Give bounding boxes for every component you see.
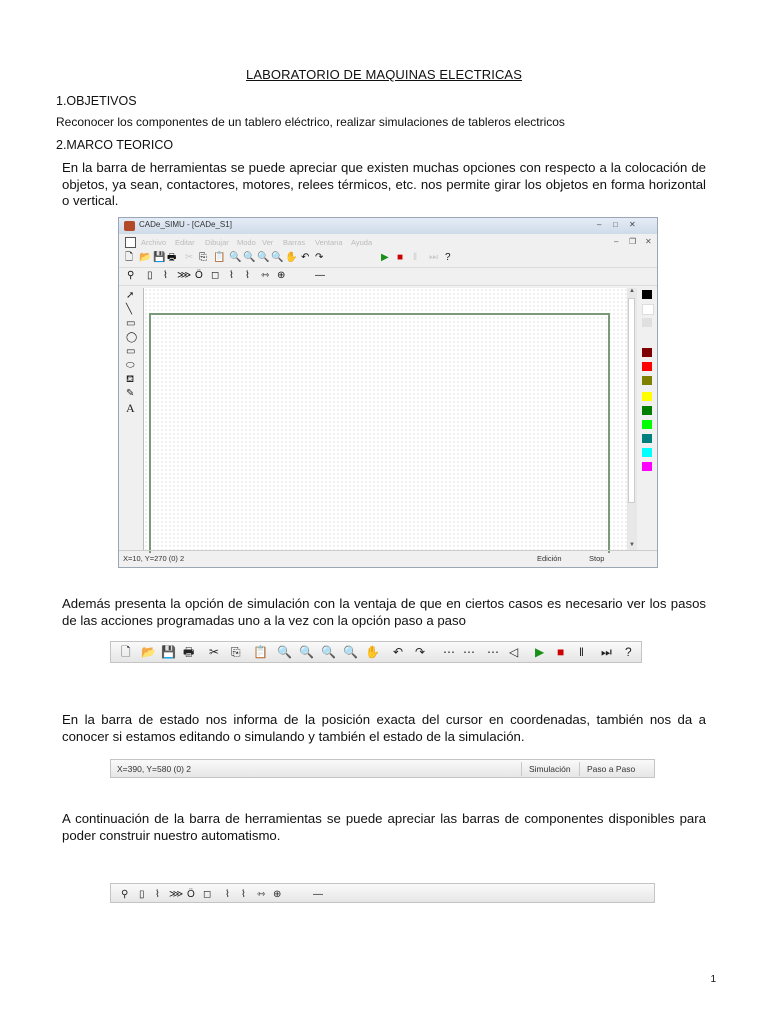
palette-swatch[interactable]	[642, 362, 652, 371]
component-9-icon[interactable]: ⇿	[257, 889, 266, 900]
zoom-out-icon[interactable]: 🔍	[299, 645, 314, 659]
zoom-all-icon[interactable]: 🔍	[271, 252, 284, 263]
disabled-tool-2-icon[interactable]: ⋯	[463, 645, 475, 659]
maximize-icon[interactable]: □	[613, 220, 618, 229]
pause-icon[interactable]: ‖	[413, 252, 418, 263]
menu-editar[interactable]: Editar	[175, 238, 195, 247]
menu-archivo[interactable]: Archivo	[141, 238, 167, 247]
status-coordinates: X=10, Y=270 (0) 2	[123, 554, 185, 563]
document-icon	[125, 237, 136, 248]
paragraph-toolbar: En la barra de herramientas se puede apreciar que existen muchas opciones con respecto a la colocación de objetos, ya sean, contactores, motores, relees térmicos, etc. nos permite girar los objetos en forma horizontal o vertical.	[62, 160, 706, 208]
ellipse-icon[interactable]: ◯	[126, 332, 138, 343]
save-icon[interactable]: 💾	[153, 252, 166, 263]
menu-ventana[interactable]: Ventana	[315, 238, 343, 247]
filled-ellipse-icon[interactable]: ⬭	[126, 360, 135, 371]
rotate-right-icon[interactable]: ↷	[315, 252, 324, 263]
status-separator	[521, 762, 522, 776]
paste-icon[interactable]: 📋	[253, 645, 268, 659]
print-icon[interactable]: 🖶	[167, 252, 177, 263]
disabled-tool-1-icon[interactable]: ⋯	[443, 645, 455, 659]
component-11-icon[interactable]: —	[315, 270, 325, 281]
sheet-frame	[149, 313, 610, 553]
palette-swatch[interactable]	[642, 406, 652, 415]
stop-icon[interactable]: ■	[397, 252, 404, 263]
child-close-icon[interactable]: ✕	[645, 237, 652, 246]
paragraph-simulation: Además presenta la opción de simulación con la ventaja de que en ciertos casos es necesario ver los pasos de las acciones programadas uno a la vez con la opción paso a paso	[62, 596, 706, 628]
pan-icon[interactable]: ✋	[365, 645, 380, 659]
paragraph-status-bar: En la barra de estado nos informa de la posición exacta del cursor en coordenadas, también nos da a conocer si estamos editando o simulando y también el estado de la simulación.	[62, 712, 706, 744]
palette-swatch[interactable]	[642, 434, 652, 443]
component-4-icon[interactable]: ⋙	[177, 270, 192, 281]
component-7-icon[interactable]: ⌇	[225, 889, 230, 900]
component-6-icon[interactable]: ◻	[211, 270, 220, 281]
zoom-in-icon[interactable]: 🔍	[277, 645, 292, 659]
eyedropper-icon[interactable]: ✎	[126, 388, 135, 399]
component-10-icon[interactable]: ⊕	[273, 889, 282, 900]
pause-icon[interactable]: ‖	[579, 645, 584, 659]
menu-dibujar[interactable]: Dibujar	[205, 238, 229, 247]
component-4-icon[interactable]: ⋙	[169, 889, 184, 900]
page-number: 1	[710, 974, 716, 985]
help-icon[interactable]: ?	[445, 252, 451, 263]
palette-swatch[interactable]	[642, 376, 652, 385]
pointer-icon[interactable]: ➚	[126, 290, 135, 301]
component-5-icon[interactable]: Ö	[187, 889, 195, 900]
copy-icon[interactable]: ⎘	[199, 252, 207, 263]
window-titlebar	[119, 218, 657, 234]
status-mode: Edición	[537, 554, 562, 563]
palette-swatch[interactable]	[642, 318, 652, 327]
close-icon[interactable]: ✕	[629, 220, 636, 229]
objective-text: Reconocer los componentes de un tablero eléctrico, realizar simulaciones de tableros electricos	[56, 115, 565, 129]
component-7-icon[interactable]: ⌇	[229, 270, 234, 281]
rectangle-icon[interactable]: ▭	[126, 318, 136, 329]
cut-icon[interactable]: ✂	[209, 645, 220, 659]
component-6-icon[interactable]: ◻	[203, 889, 212, 900]
vertical-scrollbar[interactable]	[627, 288, 637, 551]
copy-icon[interactable]: ⎘	[231, 645, 241, 659]
zoom-window-icon[interactable]: 🔍	[321, 645, 336, 659]
status-bar-strip	[110, 759, 655, 778]
component-8-icon[interactable]: ⌇	[241, 889, 246, 900]
section-marco-teorico: 2.MARCO TEORICO	[56, 138, 174, 152]
menu-bar	[119, 235, 657, 249]
play-icon[interactable]: ▶	[535, 645, 545, 659]
play-icon[interactable]: ▶	[381, 252, 389, 263]
new-file-icon[interactable]: 🗋	[125, 252, 134, 263]
rotate-left-icon[interactable]: ↶	[301, 252, 310, 263]
palette-swatch[interactable]	[642, 304, 654, 315]
palette-swatch[interactable]	[642, 420, 652, 429]
zoom-in-icon[interactable]: 🔍	[229, 252, 242, 263]
component-8-icon[interactable]: ⌇	[245, 270, 250, 281]
status-mode: Simulación	[529, 764, 571, 774]
app-window-screenshot	[118, 217, 658, 568]
zoom-out-icon[interactable]: 🔍	[243, 252, 256, 263]
palette-swatch[interactable]	[642, 448, 652, 457]
app-logo-icon	[124, 221, 135, 231]
palette-swatch[interactable]	[642, 462, 652, 471]
component-1-icon[interactable]: ⚲	[127, 270, 135, 281]
palette-swatch[interactable]	[642, 392, 652, 401]
component-2-icon[interactable]: ▯	[139, 889, 145, 900]
text-tool-icon[interactable]: A	[126, 401, 135, 415]
disabled-tool-3-icon[interactable]: ⋯	[487, 645, 499, 659]
status-coordinates: X=390, Y=580 (0) 2	[117, 764, 192, 774]
components-toolbar	[119, 268, 657, 286]
child-minimize-icon[interactable]: –	[614, 237, 619, 246]
section-objetivos: 1.OBJETIVOS	[56, 94, 137, 108]
menu-ayuda[interactable]: Ayuda	[351, 238, 373, 247]
print-icon[interactable]: 🖶	[183, 645, 195, 659]
zoom-all-icon[interactable]: 🔍	[343, 645, 358, 659]
step-icon[interactable]: ⏭	[429, 252, 438, 263]
palette-swatch[interactable]	[642, 348, 652, 357]
window-title: CADe_SIMU - [CADe_S1]	[139, 220, 232, 229]
document-title: LABORATORIO DE MAQUINAS ELECTRICAS	[246, 67, 522, 82]
open-folder-icon[interactable]: 📂	[141, 645, 156, 659]
menu-barras[interactable]: Barras	[283, 238, 306, 247]
scroll-up-icon[interactable]: ▲	[629, 288, 635, 294]
window-status-bar	[119, 550, 657, 567]
rotate-left-icon[interactable]: ↶	[393, 645, 404, 659]
new-file-icon[interactable]: 🗋	[121, 645, 131, 659]
palette-swatch[interactable]	[642, 290, 652, 299]
paragraph-components: A continuación de la barra de herramientas se puede apreciar las barras de componentes disponibles para poder construir nuestro automatismo.	[62, 811, 706, 843]
minimize-icon[interactable]: –	[597, 220, 602, 229]
component-9-icon[interactable]: ⇿	[261, 270, 270, 281]
save-icon[interactable]: 💾	[161, 645, 176, 659]
main-toolbar	[119, 250, 657, 268]
component-2-icon[interactable]: ▯	[147, 270, 153, 281]
scroll-thumb[interactable]	[628, 298, 635, 503]
pan-icon[interactable]: ✋	[285, 252, 298, 263]
component-1-icon[interactable]: ⚲	[121, 889, 129, 900]
filled-rectangle-icon[interactable]: ▭	[126, 346, 136, 357]
step-icon[interactable]: ⏭	[601, 645, 612, 659]
toolbar-strip	[110, 641, 642, 663]
component-10-icon[interactable]: ⊕	[277, 270, 286, 281]
fill-icon[interactable]: ⛾	[126, 374, 135, 385]
cut-icon[interactable]: ✂	[185, 252, 194, 263]
help-icon[interactable]: ?	[625, 645, 632, 659]
menu-ver[interactable]: Ver	[262, 238, 274, 247]
menu-modo[interactable]: Modo	[237, 238, 256, 247]
status-simulation: Stop	[589, 554, 605, 563]
paste-icon[interactable]: 📋	[213, 252, 226, 263]
disabled-tool-4-icon[interactable]: ◁	[509, 645, 519, 659]
drawing-canvas[interactable]	[143, 288, 628, 551]
components-strip	[110, 883, 655, 903]
stop-icon[interactable]: ■	[557, 645, 565, 659]
component-11-icon[interactable]: —	[313, 889, 323, 900]
component-3-icon[interactable]: ⌇	[163, 270, 168, 281]
component-5-icon[interactable]: Ö	[195, 270, 203, 281]
zoom-window-icon[interactable]: 🔍	[257, 252, 270, 263]
child-restore-icon[interactable]: ❐	[629, 237, 637, 246]
line-icon[interactable]: ╲	[126, 304, 133, 315]
scroll-down-icon[interactable]: ▼	[629, 542, 635, 548]
rotate-right-icon[interactable]: ↷	[415, 645, 426, 659]
status-separator	[579, 762, 580, 776]
status-simulation: Paso a Paso	[587, 764, 636, 774]
open-folder-icon[interactable]: 📂	[139, 252, 152, 263]
component-3-icon[interactable]: ⌇	[155, 889, 160, 900]
